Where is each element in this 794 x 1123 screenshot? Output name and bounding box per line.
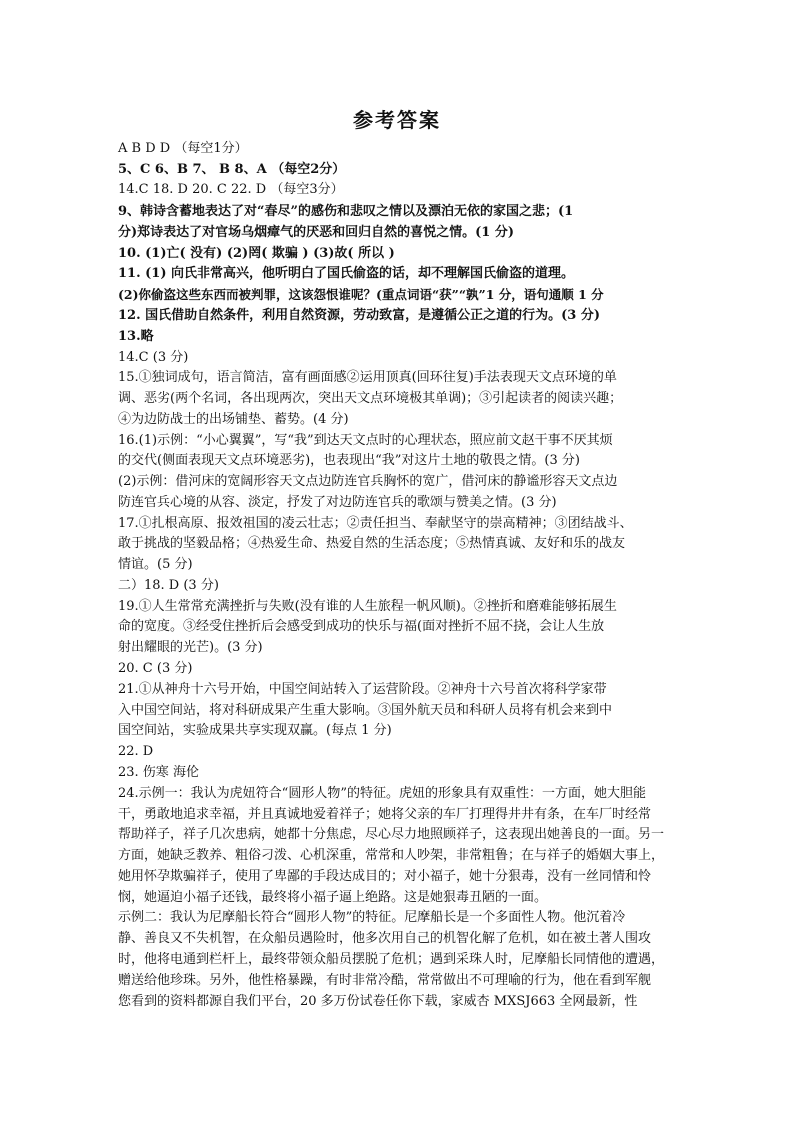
text-line: 方面，她缺乏教养、粗俗刁泼、心机深重，常常和人吵架，非常粗鲁；在与祥子的婚姻大事上， [118,848,665,863]
page-title: 参考答案 [353,108,441,132]
text-line: 23. 伤寒 海伦 [118,765,199,780]
text-line: 静、善良又不失机智，在众船员遇险时，他多次用自己的机智化解了危机，如在被土著人围攻 [118,931,652,946]
text-line: 9、韩诗含蓄地表达了对“春尽”的感伤和悲叹之情以及漂泊无依的家国之悲；(1 [118,204,574,219]
text-line: ④为边防战士的出场铺垫、蓄势。(4 分) [118,412,349,427]
text-line: 13.略 [118,329,154,344]
text-line: 敢于挑战的坚毅品格；④热爱生命、热爱自然的生活态度；⑤热情真诚、友好和乐的战友 [118,536,626,551]
text-line: 11. (1) 向氏非常高兴，他听明白了国氏偷盗的话，却不理解国氏偷盗的道理。 [118,266,575,281]
text-line: A B D D （每空1分） [118,141,248,156]
text-line: 射出耀眼的光芒)。(3 分) [118,640,263,655]
text-line: 14.C 18. D 20. C 22. D （每空3分） [118,182,344,197]
text-line: 命的宽度。③经受住挫折后会感受到成功的快乐与福(面对挫折不屈不挠，会让人生放 [118,619,605,634]
text-line: 5、C 6、B 7、 B 8、A （每空2分） [118,162,346,177]
text-line: 防连官兵心境的从容、淡定，抒发了对边防连官兵的歌颂与赞美之情。(3 分) [118,495,557,510]
text-line: 16.(1)示例：“小心翼翼”，写“我”到达天文点时的心理状态，照应前文赵干事不厌其烦 [118,433,613,448]
text-line: 赠送给他珍珠。另外，他性格暴躁，有时非常冷酷，常常做出不可理喻的行为，他在看到军舰 [118,973,652,988]
text-line: 19.①人生常常充满挫折与失败(没有谁的人生旅程一帆风顺)。②挫折和磨难能够拓展生 [118,599,617,614]
text-line: (2)你偷盗这些东西而被判罪，这该怨恨谁呢？(重点词语“获”“孰”1 分，语句通顺 1 分 [118,287,604,302]
text-line: 20. C (3 分) [118,661,193,676]
text-line: 14.C (3 分) [118,350,189,365]
text-line: 二）18. D (3 分) [118,578,219,593]
text-line: 干，勇敢地追求幸福，并且真诚地爱着祥子；她将父亲的车厂打理得井井有条，在车厂时经常 [118,807,652,822]
text-line: 国空间站，实验成果共享实现双赢。(每点 1 分) [118,723,392,738]
text-line: 22. D [118,744,154,759]
text-line: 帮助祥子，祥子几次患病，她都十分焦虑，尽心尽力地照顾祥子，这表现出她善良的一面。另一 [118,827,665,842]
text-line: 分)郑诗表达了对官场乌烟瘴气的厌恶和回归自然的喜悦之情。(1 分) [118,225,515,240]
text-line: (2)示例：借河床的宽阔形容天文点边防连官兵胸怀的宽广，借河床的静谧形容天文点边 [118,474,618,489]
text-line: 21.①从神舟十六号开始，中国空间站转入了运营阶段。②神舟十六号首次将科学家带 [118,682,607,697]
text-line: 情谊。(5 分) [118,557,193,572]
text-line: 入中国空间站，将对科研成果产生重大影响。③国外航天员和科研人员将有机会来到中 [118,703,613,718]
text-line: 10. (1)亡( 没有) (2)罔( 欺骗 ) (3)故( 所以 ) [118,246,395,261]
text-line: 12. 国氏借助自然条件，利用自然资源，劳动致富，是遵循公正之道的行为。(3 分) [118,308,601,323]
text-line: 示例二：我认为尼摩船长符合“圆形人物”的特征。尼摩船长是一个多面性人物。他沉着冷 [118,910,626,925]
text-line: 24.示例一：我认为虎妞符合“圆形人物”的特征。虎妞的形象具有双重性：一方面，她大胆能 [118,786,646,801]
text-line: 的交代(侧面表现天文点环境恶劣)，也表现出“我”对这片土地的敬畏之情。(3 分) [118,453,580,468]
text-line: 您看到的资料都源自我们平台，20 多万份试卷任你下载，家威杏 MXSJ663 全网最新，性 [118,994,638,1009]
text-line: 17.①扎根高原、报效祖国的凌云壮志；②责任担当、奉献坚守的崇高精神；③团结战斗、 [118,516,633,531]
text-line: 她用怀孕欺骗祥子，使用了卑鄙的手段达成目的；对小福子，她十分狠毒，没有一丝同情和怜 [118,869,652,884]
text-line: 时，他将电通到栏杆上，最终带领众船员摆脱了危机；遇到采珠人时，尼摩船长同情他的遭遇， [118,952,665,967]
text-line: 15.①独词成句，语言简洁，富有画面感②运用顶真(回环往复)手法表现天文点环境的单 [118,370,617,385]
text-line: 悯，她逼迫小福子还钱，最终将小福子逼上绝路。这是她狠毒丑陋的一面。 [118,890,548,905]
text-line: 调、恶劣(两个名词，各出现两次，突出天文点环境极其单调)；③引起读者的阅读兴趣； [118,391,623,406]
